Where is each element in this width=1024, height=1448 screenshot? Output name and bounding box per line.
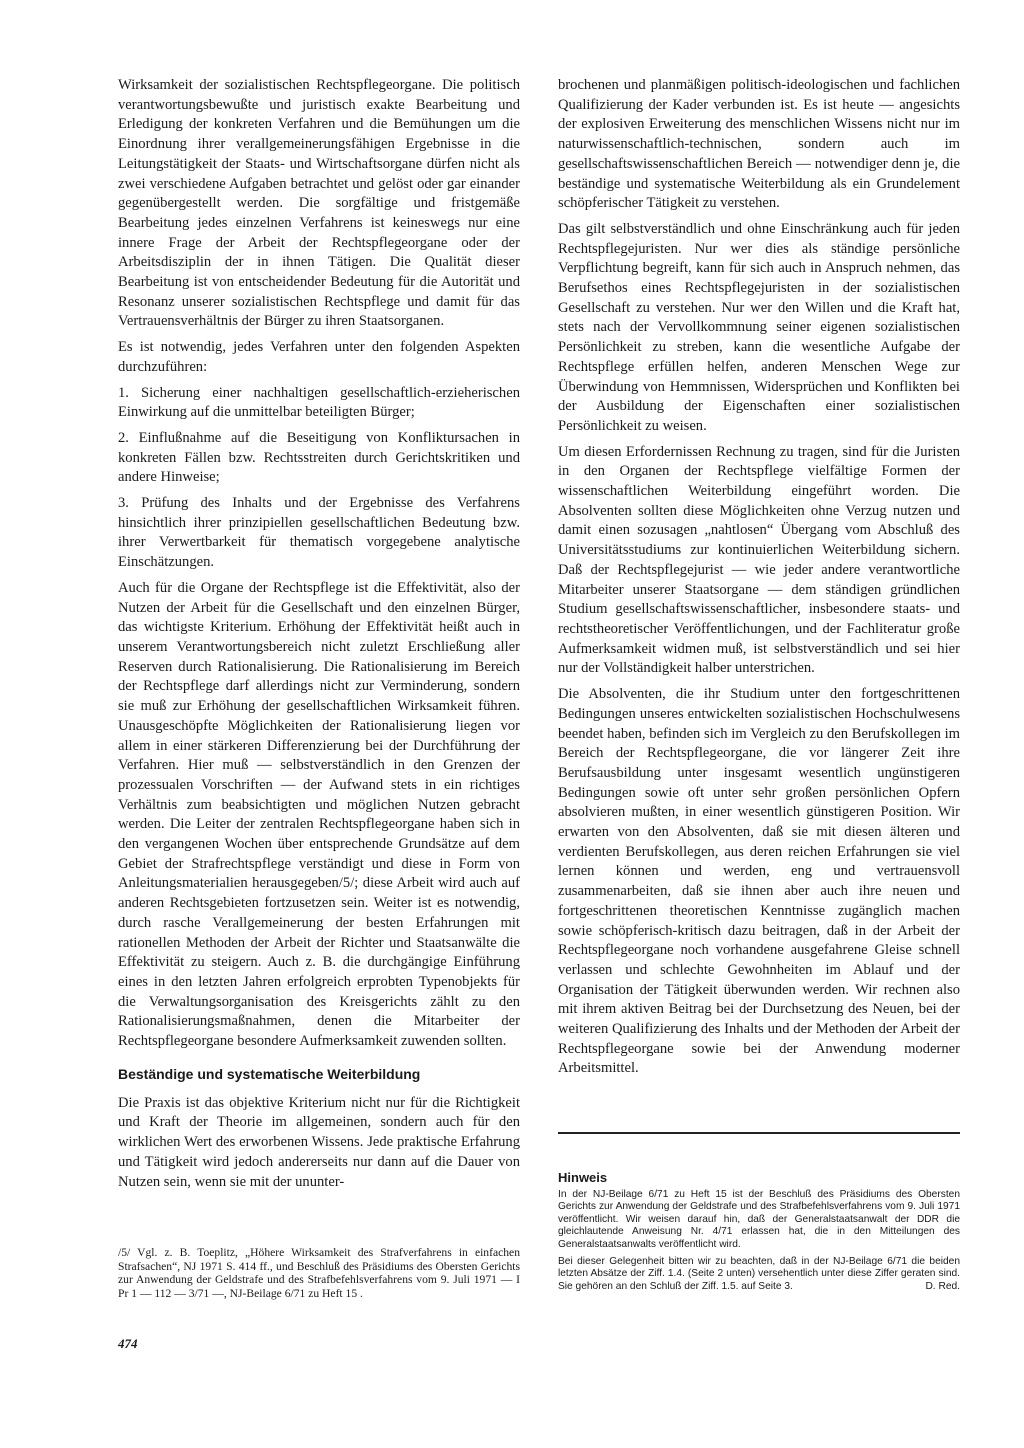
notice-box [558,1189,960,1298]
left-column [118,76,520,1198]
body-paragraph: brochenen und planmäßigen politisch-ideologischen und fachlichen Qualifizierung der Kader verbunden ist. Es ist heute — angesichts der explosiven Erweiterung des menschlichen Wissens nicht nur im naturwissenschaftlich-technischen, sondern auch im gesellschaftswissenschaftlichen Bereich — notwendiger denn je, die beständige und systematische Weiterbildung als ein Grundelement schöpferischer Tätigkeit zu verstehen. [558,77,960,212]
notice-divider [558,1132,960,1134]
body-paragraph: Die Absolventen, die ihr Studium unter den fortgeschrittenen Bedingungen unseres entwickelten sozialistischen Hochschulwesens beendet haben, befinden sich im Vergleich zu den Berufskollegen im Bereich der Rechtspflegeorgane, die vor längerer Zeit ihre Berufsausbildung unter insgesamt wesentlich ungünstigeren Bedingungen sowie oft unter sehr großen persönlichen Opfern absolvieren mußten, in einer wesentlich günstigeren Position. Wir erwarten von den Absolventen, daß sie mit diesen älteren und verdienten Berufskollegen, aus deren reichen Erfahrungen sie viel lernen können und werden, eng und vertrauensvoll zusammenarbeiten, daß sie ihnen aber auch ihre neuen und fortgeschrittenen theoretischen Kenntnisse zugänglich machen sowie schöpferisch-kritisch dazu beitragen, daß in der Arbeit der Rechtspflegeorgane noch vorhandene ausgefahrene Gleise schnell verlassen und schlechte Gewohnheiten im Ablauf und der Organisation der Tätigkeit überwunden werden. Wir rechnen also mit ihrem aktiven Beitrag bei der Durchsetzung des Neuen, bei der weiteren Qualifizierung des Inhalts und der Methoden der Arbeit der Rechtspflegeorgane sowie bei der Anwendung moderner Arbeitsmittel. [558,686,960,1077]
section-heading: Beständige und systematische Weiterbildung [118,1065,421,1082]
list-item: 1. Sicherung einer nachhaltigen gesellschaftlich-erzieherischen Einwirkung auf die unmittelbar beteiligten Bürger; [118,384,520,421]
body-paragraph: Es ist notwendig, jedes Verfahren unter den folgenden Aspekten durchzuführen: [118,339,520,375]
right-column [558,76,960,1085]
notice-paragraph-text: Bei dieser Gelegenheit bitten wir zu beachten, daß in der NJ-Beilage 6/71 die beiden letzten Absätze der Ziff. 1.4. (Seite 2 unten) versehentlich unter diese Ziffer geraten sind. Sie gehören an den Schluß der Ziff. 1.5. auf Seite 3. [558,1256,960,1292]
body-paragraph: Um diesen Erfordernissen Rechnung zu tragen, sind für die Juristen in den Organen der Rechtspflege vielfältige Formen der wissenschaftlichen Weiterbildung eingeführt worden. Die Absolventen sollten diese Möglichkeiten ohne Verzug nutzen und damit einen sozusagen „nahtlosen“ Übergang vom Abschluß des Universitätsstudiums zur kontinuierlichen Weiterbildung sichern. Daß der Rechtspflegejurist — wie jeder andere verantwortliche Mitarbeiter unserer Staatsorgane — dem ständigen gründlichen Studium gesellschaftswissenschaftlicher, insbesondere staats- und rechtstheoretischer Veröffentlichungen, und der Fachliteratur große Aufmerksamkeit widmen muß, ist selbstverständlich und sei hier nur der Vollständigkeit halber unterstrichen. [558,443,960,677]
notice-paragraph [558,1256,960,1293]
list-item: 2. Einflußnahme auf die Beseitigung von Konfliktursachen in konkreten Fällen bzw. Rechtsstreiten durch Gerichtskritiken und andere Hinweise; [118,429,520,486]
list-item: 3. Prüfung des Inhalts und der Ergebnisse des Verfahrens hinsichtlich ihrer prinzipiellen gesellschaftlichen Bedeutung bzw. ihrer Verwertbarkeit für thematisch vorgegebene analytische Einschätzungen. [118,495,520,571]
body-paragraph: Das gilt selbstverständlich und ohne Einschränkung auch für jeden Rechtspflegejuristen. Nur wer dies als ständige persönliche Verpflichtung begreift, kann für sich auch in Anspruch nehmen, das Berufsethos eines Rechtspflegejuristen in der sozialistischen Gesellschaft zu verstehen. Nur wer den Willen und die Kraft hat, stets nach der Vervollkommnung seiner eigenen sozialistischen Persönlichkeit zu streben, kann die wesentliche Aufgabe der Rechtspflege erfüllen helfen, anderen Menschen Wege zur Überwindung von Hemmnissen, Widersprüchen und Konflikten bei der Ausbildung der Eigenschaften einer sozialistischen Persönlichkeit zu weisen. [558,220,960,434]
notice-paragraph: In der NJ-Beilage 6/71 zu Heft 15 ist der Beschluß des Präsidiums des Obersten Gerichts zur Anwendung der Geldstrafe und des Strafbefehlsverfahrens vom 9. Juli 1971 veröffentlicht. Wir weisen darauf hin, daß der Generalstaatsanwalt der DDR die gleichlautende Anweisung Nr. 4/71 erlassen hat, die in den Mitteilungen des Generalstaatsanwalts veröffentlicht wird. [558,1189,960,1250]
notice-title: Hinweis [558,1170,608,1185]
body-paragraph: Die Praxis ist das objektive Kriterium nicht nur für die Richtigkeit und Kraft der Theorie im allgemeinen, sondern auch für den wirklichen Wert des erworbenen Wissens. Jede praktische Erfahrung und Tätigkeit wird jedoch andererseits nur dann auf die Dauer von Nutzen sein, wenn sie mit der ununter- [118,1094,520,1190]
page-number: 474 [118,1336,138,1351]
footnote: /5/ Vgl. z. B. Toeplitz, „Höhere Wirksamkeit des Strafverfahrens in einfachen Strafsachen“, NJ 1971 S. 414 ff., und Beschluß des Präsidiums des Obersten Gerichts zur Anwendung der Geldstrafe und des Strafbefehlsverfahrens vom 9. Juli 1971 — I Pr 1 — 112 — 3/71 —, NJ-Beilage 6/71 zu Heft 15 . [118,1246,520,1300]
editor-signoff: D. Red. [925,1280,960,1292]
body-paragraph: Wirksamkeit der sozialistischen Rechtspflegeorgane. Die politisch verantwortungsbewußte und juristisch exakte Bearbeitung und Erledigung der konkreten Verfahren und die Bemühungen um die Einordnung ihrer verallgemeinerungsfähigen Ergebnisse in die Leitungstätigkeit der Staats- und Wirtschaftsorgane dürfen nicht als zwei verschiedene Aufgaben betrachtet und gelöst oder gar einander gegenübergestellt werden. Die sorgfältige und fristgemäße Bearbeitung jedes einzelnen Verfahrens ist keineswegs nur eine innere Frage der Arbeit der Rechtspflegeorgane oder der Arbeitsdisziplin der in ihnen Tätigen. Die Qualität dieser Bearbeitung ist von entscheidender Bedeutung für die Autorität und Resonanz unserer sozialistischen Rechtspflege und damit für das Vertrauensverhältnis der Bürger zu ihren Staatsorganen. [118,77,520,330]
body-paragraph: Auch für die Organe der Rechtspflege ist die Effektivität, also der Nutzen der Arbeit für die Gesellschaft und den einzelnen Bürger, das wichtigste Kriterium. Erhöhung der Effektivität heißt auch in unserem Verantwortungsbereich nicht zuletzt Erschließung aller Reserven durch Rationalisierung. Die Rationalisierung im Bereich der Rechtspflege darf allerdings nicht zur Verminderung, sondern sie muß zur Erhöhung der gesellschaftlichen Wirksamkeit führen. Unausgeschöpfte Möglichkeiten der Rationalisierung liegen vor allem in einer stärkeren Differenzierung bei der Durchführung der Verfahren. Hier muß — selbstverständlich in den Grenzen der prozessualen Vorschriften — der Aufwand stets in ein richtiges Verhältnis zum beabsichtigten und möglichen Nutzen gebracht werden. Die Leiter der zentralen Rechtspflegeorgane haben sich in den vergangenen Wochen über entsprechende Grundsätze auf dem Gebiet der Strafrechtspflege verständigt und diese in Form von Anleitungsmaterialien herausgegeben/5/; diese Arbeit wird auch auf anderen Rechtsgebieten fortzusetzen sein. Weiter ist es notwendig, durch rasche Verallgemeinerung der besten Erfahrungen mit rationellen Methoden der Arbeit der Richter und Staatsanwälte die Effektivität zu steigern. Auch z. B. die durchgängige Einführung eines in den letzten Jahren erfolgreich erprobten Typenobjekts für die Verwaltungsorganisation des Kreisgerichts zählt zu den Rationalisierungsmaßnahmen, denen die Mitarbeiter der Rechtspflegeorgane besondere Aufmerksamkeit zuwenden sollten. [118,579,520,1050]
